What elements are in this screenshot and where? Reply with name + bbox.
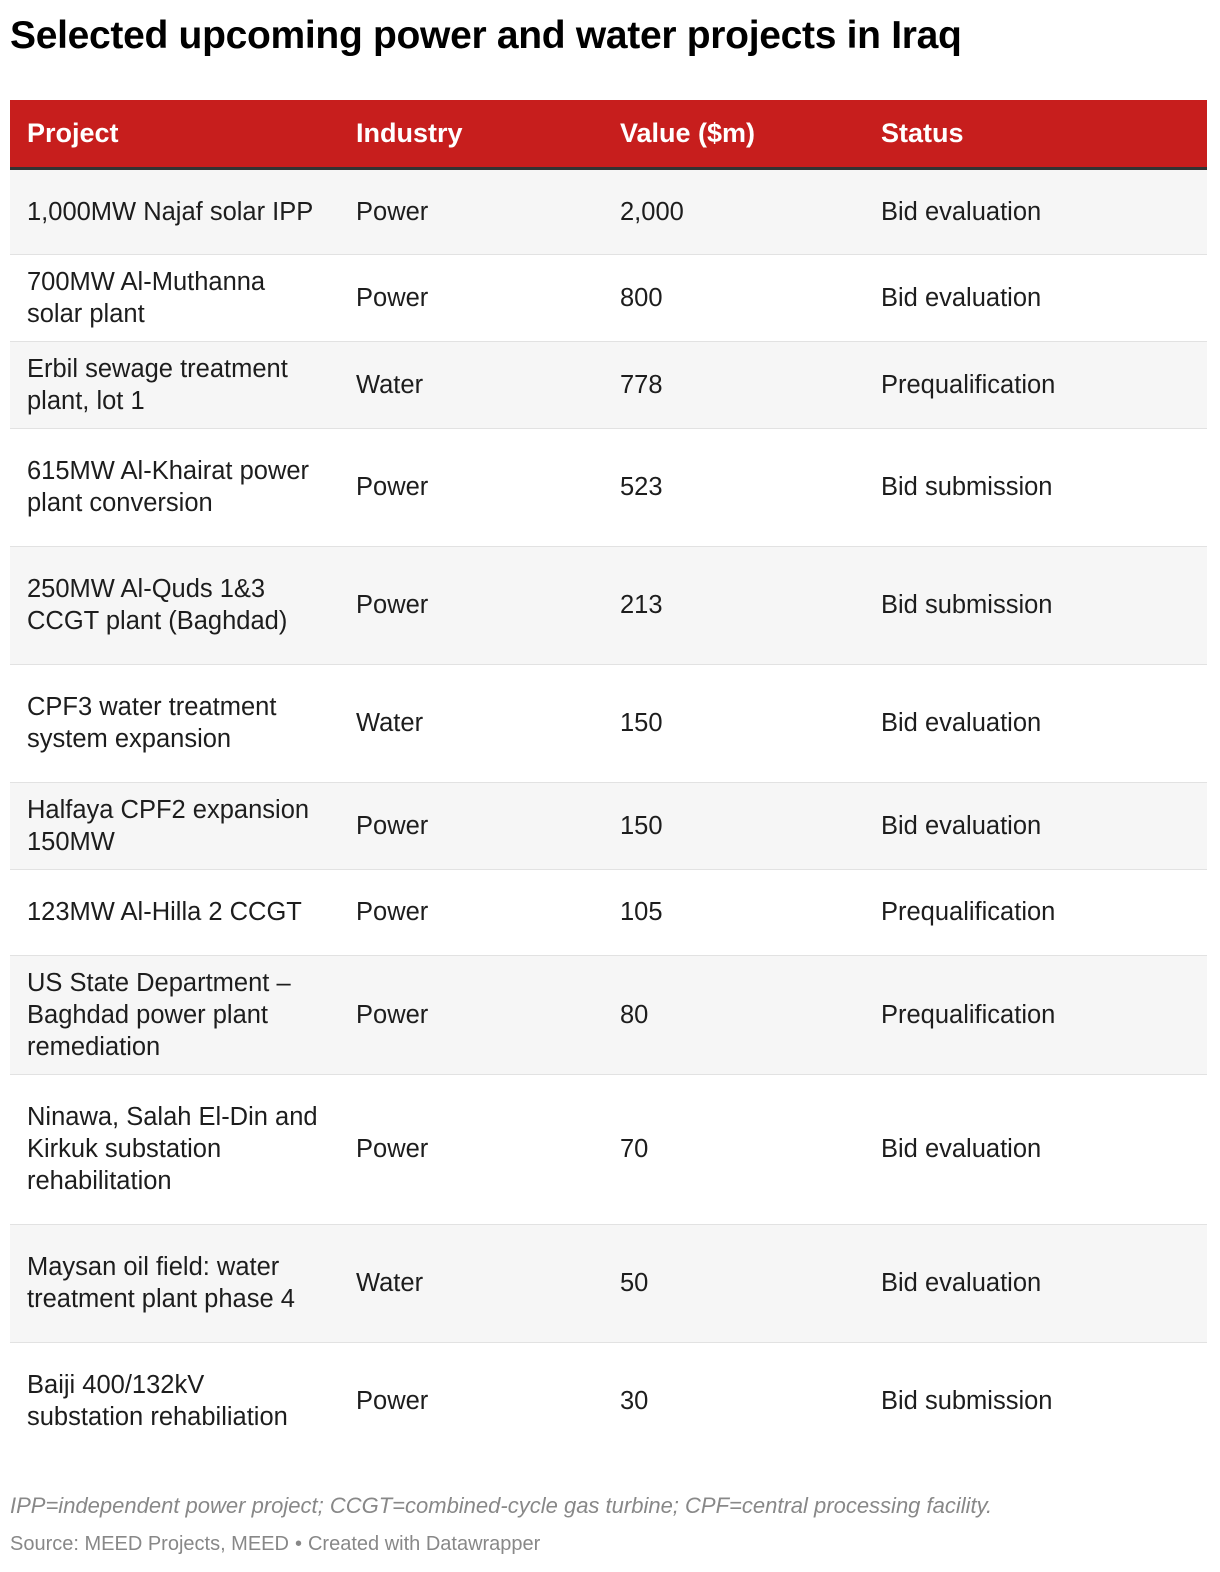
industry-cell: Power <box>338 168 602 254</box>
value-cell: 778 <box>602 341 863 428</box>
project-cell: US State Department – Baghdad power plant remediation <box>10 955 338 1074</box>
industry-cell: Power <box>338 428 602 546</box>
table-row <box>10 168 1207 254</box>
column-header-value[interactable]: Value ($m) <box>602 100 863 168</box>
value-cell: 50 <box>602 1224 863 1342</box>
value-cell: 523 <box>602 428 863 546</box>
project-cell: 615MW Al-Khairat power plant conversion <box>10 428 338 546</box>
project-cell: Halfaya CPF2 expansion 150MW <box>10 782 338 869</box>
project-cell: 123MW Al-Hilla 2 CCGT <box>10 869 338 955</box>
industry-cell: Water <box>338 664 602 782</box>
footnote-abbreviations: IPP=independent power project; CCGT=combined-cycle gas turbine; CPF=central processing facility. <box>10 1493 993 1518</box>
table-row <box>10 1342 1207 1460</box>
status-cell: Bid evaluation <box>863 168 1207 254</box>
industry-cell: Power <box>338 782 602 869</box>
header-row <box>10 100 1207 168</box>
value-cell: 150 <box>602 664 863 782</box>
table-row <box>10 428 1207 546</box>
industry-cell: Power <box>338 254 602 341</box>
source-text: Source: MEED Projects, MEED <box>10 1533 289 1555</box>
source-line <box>10 1529 1210 1559</box>
value-cell: 105 <box>602 869 863 955</box>
industry-cell: Water <box>338 1224 602 1342</box>
industry-cell: Power <box>338 955 602 1074</box>
column-header-status[interactable]: Status <box>863 100 1207 168</box>
source-separator: • <box>294 1533 302 1555</box>
project-cell: 700MW Al-Muthanna solar plant <box>10 254 338 341</box>
projects-table <box>10 100 1207 1460</box>
status-cell: Bid submission <box>863 1342 1207 1460</box>
value-cell: 150 <box>602 782 863 869</box>
industry-cell: Power <box>338 1074 602 1224</box>
table-row <box>10 546 1207 664</box>
industry-cell: Power <box>338 869 602 955</box>
value-cell: 2,000 <box>602 168 863 254</box>
status-cell: Bid evaluation <box>863 1224 1207 1342</box>
value-cell: 70 <box>602 1074 863 1224</box>
status-cell: Bid submission <box>863 428 1207 546</box>
industry-cell: Water <box>338 341 602 428</box>
project-cell: Maysan oil field: water treatment plant phase 4 <box>10 1224 338 1342</box>
chart-title: Selected upcoming power and water projects in Iraq <box>10 14 962 57</box>
value-cell: 30 <box>602 1342 863 1460</box>
table-row <box>10 955 1207 1074</box>
status-cell: Prequalification <box>863 869 1207 955</box>
table-row <box>10 1074 1207 1224</box>
industry-cell: Power <box>338 546 602 664</box>
table-row <box>10 1224 1207 1342</box>
table-row <box>10 341 1207 428</box>
column-header-project[interactable]: Project <box>10 100 338 168</box>
table-body <box>10 168 1207 1460</box>
table-row <box>10 254 1207 341</box>
industry-cell: Power <box>338 1342 602 1460</box>
value-cell: 800 <box>602 254 863 341</box>
value-cell: 80 <box>602 955 863 1074</box>
project-cell: Baiji 400/132kV substation rehabiliation <box>10 1342 338 1460</box>
status-cell: Prequalification <box>863 955 1207 1074</box>
status-cell: Bid evaluation <box>863 1074 1207 1224</box>
status-cell: Bid evaluation <box>863 254 1207 341</box>
project-cell: 250MW Al-Quds 1&3 CCGT plant (Baghdad) <box>10 546 338 664</box>
column-header-industry[interactable]: Industry <box>338 100 602 168</box>
status-cell: Bid evaluation <box>863 664 1207 782</box>
table-row <box>10 664 1207 782</box>
datawrapper-credit[interactable]: Created with Datawrapper <box>307 1533 541 1555</box>
project-cell: Ninawa, Salah El-Din and Kirkuk substation rehabilitation <box>10 1074 338 1224</box>
value-cell: 213 <box>602 546 863 664</box>
table-header <box>10 100 1207 168</box>
status-cell: Bid evaluation <box>863 782 1207 869</box>
project-cell: Erbil sewage treatment plant, lot 1 <box>10 341 338 428</box>
project-cell: CPF3 water treatment system expansion <box>10 664 338 782</box>
table-row <box>10 869 1207 955</box>
table-row <box>10 782 1207 869</box>
status-cell: Bid submission <box>863 546 1207 664</box>
status-cell: Prequalification <box>863 341 1207 428</box>
project-cell: 1,000MW Najaf solar IPP <box>10 168 338 254</box>
